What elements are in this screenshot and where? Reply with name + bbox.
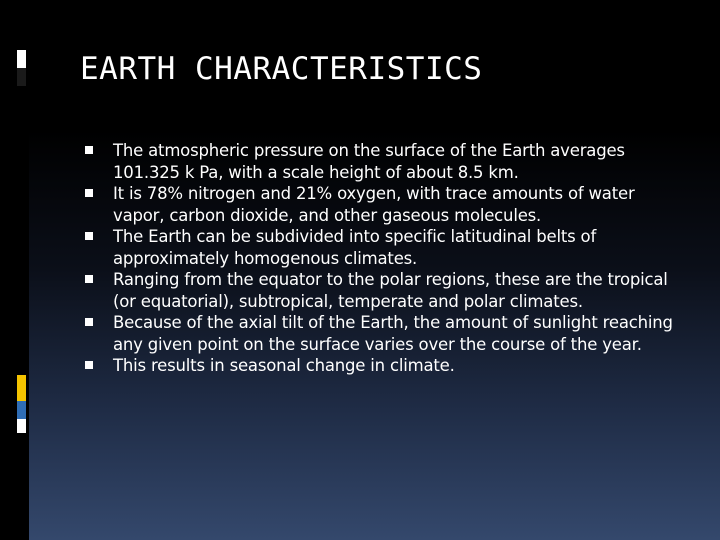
bullet-list	[84, 140, 682, 377]
bullet-text: The atmospheric pressure on the surface of the Earth averages 101.325 k Pa, with a scale height of about 8.5 km.	[113, 141, 625, 182]
square-bullet-icon	[85, 361, 93, 369]
bullet-text: Because of the axial tilt of the Earth, the amount of sunlight reaching any given point on the surface varies over the course of the year.	[113, 313, 673, 354]
bullet-text: The Earth can be subdivided into specific latitudinal belts of approximately homogenous climates.	[113, 227, 597, 268]
square-bullet-icon	[85, 189, 93, 197]
accent-strip-blue	[17, 401, 26, 419]
bullet-text: This results in seasonal change in climate.	[113, 356, 455, 375]
bullet-item	[84, 269, 682, 312]
accent-strip-white	[17, 50, 26, 68]
square-bullet-icon	[85, 318, 93, 326]
square-bullet-icon	[85, 146, 93, 154]
bullet-item	[84, 226, 682, 269]
bullet-item	[84, 140, 682, 183]
bullet-item	[84, 183, 682, 226]
bullet-item	[84, 355, 682, 377]
accent-strip-yellow	[17, 375, 26, 401]
square-bullet-icon	[85, 275, 93, 283]
bullet-text: Ranging from the equator to the polar regions, these are the tropical (or equatorial), subtropical, temperate and polar climates.	[113, 270, 668, 311]
bullet-item	[84, 312, 682, 355]
bullet-text: It is 78% nitrogen and 21% oxygen, with trace amounts of water vapor, carbon dioxide, and other gaseous molecules.	[113, 184, 635, 225]
accent-strip-dark	[17, 68, 26, 86]
square-bullet-icon	[85, 232, 93, 240]
accent-strip-white-lower	[17, 419, 26, 433]
slide-title: EARTH CHARACTERISTICS	[80, 51, 483, 87]
